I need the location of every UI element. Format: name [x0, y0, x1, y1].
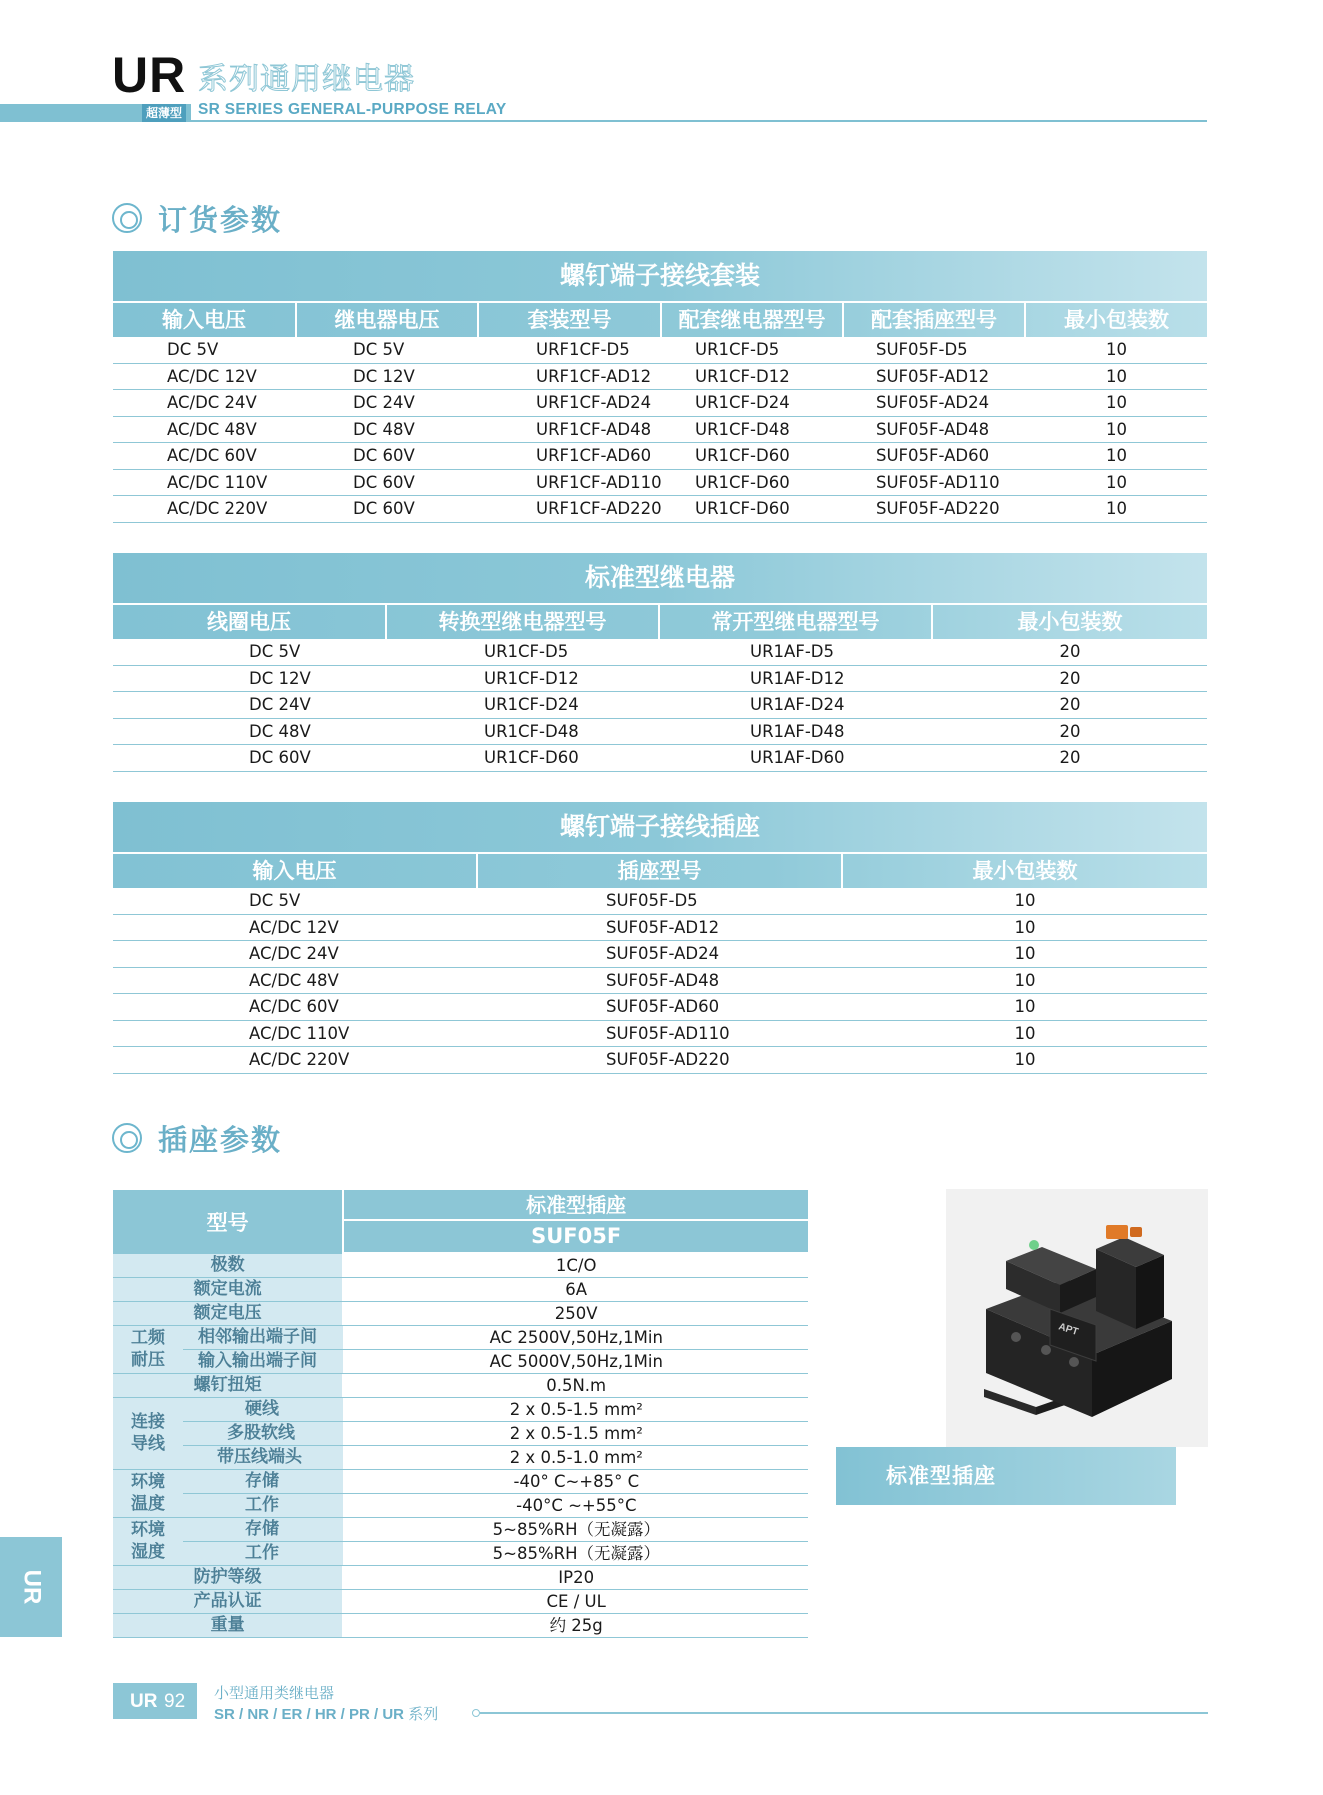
table-cell: 10 [1106, 340, 1127, 359]
relay-table-body [113, 639, 1207, 772]
socket-table-header [113, 854, 1207, 888]
table-cell: DC 60V [353, 472, 415, 492]
table-cell: 20 [1059, 642, 1081, 661]
spec-label: 存储 [113, 1518, 343, 1541]
footer-series-list: SR / NR / ER / HR / PR / UR [214, 1706, 405, 1723]
spec-label: 工作 [113, 1542, 343, 1565]
relay_table-header-cell: 常开型继电器型号 [660, 605, 933, 639]
header-rule [191, 120, 1207, 122]
table-cell: UR1CF-D60 [695, 499, 790, 518]
table-cell: DC 5V [353, 340, 405, 359]
kit-table-title: 螺钉端子接线套装 [113, 251, 1207, 301]
table-cell: AC/DC 110V [249, 1023, 350, 1043]
table-cell: AC/DC 220V [167, 499, 268, 518]
spec-group-label: 工频 耐压 [113, 1326, 183, 1372]
table-row [113, 417, 1207, 444]
spec-value: 2 x 0.5-1.0 mm² [509, 1448, 643, 1467]
table-cell: UR1CF-D60 [484, 748, 579, 767]
spec-model-label: 型号 [113, 1190, 342, 1254]
footer-category: 小型通用类继电器 [214, 1684, 335, 1702]
series-title-cn: 系列通用继电器 [198, 62, 415, 97]
table-cell: DC 60V [353, 499, 415, 518]
table-cell: DC 60V [249, 748, 311, 767]
kit-table [113, 251, 1207, 523]
table-cell: 20 [1059, 721, 1081, 741]
kit_table-header-cell: 配套插座型号 [844, 303, 1026, 337]
footer-dot-icon [472, 1709, 480, 1717]
spec-value: -40° C~+85° C [513, 1472, 640, 1491]
table-row [113, 666, 1207, 693]
footer-series-line [214, 1703, 438, 1724]
table-cell: URF1CF-AD220 [536, 499, 662, 518]
footer-rule [480, 1712, 1208, 1714]
table-row [113, 1047, 1207, 1074]
spec-group-label: 环境 温度 [113, 1470, 183, 1516]
table-cell: DC 48V [249, 721, 311, 741]
kit-table-body [113, 337, 1207, 523]
table-cell: DC 24V [353, 393, 415, 412]
table-cell: URF1CF-D5 [536, 340, 630, 359]
spec-value: IP20 [558, 1568, 595, 1587]
spec-row [113, 1254, 808, 1278]
table-cell: UR1CF-D60 [695, 446, 790, 465]
table-cell: SUF05F-AD48 [606, 970, 720, 990]
table-cell: AC/DC 12V [249, 917, 339, 937]
table-cell: URF1CF-AD48 [536, 419, 652, 439]
table-cell: 10 [1014, 917, 1036, 937]
spec-value: -40°C ~+55°C [516, 1496, 637, 1515]
table-cell: 10 [1014, 997, 1036, 1016]
spec-value: AC 2500V,50Hz,1Min [489, 1328, 663, 1347]
socket_table-header-cell: 插座型号 [478, 854, 843, 888]
table-cell: SUF05F-AD12 [876, 366, 990, 386]
spec-label: 存储 [113, 1470, 343, 1493]
table-cell: 10 [1106, 472, 1127, 492]
footer-series-code: UR [130, 1691, 158, 1712]
spec-value: AC 5000V,50Hz,1Min [489, 1352, 663, 1371]
spec-label: 带压线端头 [113, 1446, 343, 1469]
table-cell: SUF05F-AD24 [876, 393, 990, 412]
socket_table-header-cell: 最小包装数 [972, 859, 1078, 883]
table-cell: 20 [1059, 748, 1081, 767]
relay_table-header-cell: 最小包装数 [1017, 610, 1123, 634]
table-cell: UR1AF-D24 [750, 695, 845, 714]
table-cell: DC 24V [249, 695, 311, 714]
table-cell: AC/DC 48V [167, 419, 257, 439]
kit_table-header-cell: 输入电压 [113, 303, 297, 337]
table-cell: UR1CF-D48 [695, 419, 790, 439]
side-tab-label: UR [17, 1569, 45, 1605]
table-cell: 10 [1106, 366, 1127, 386]
table-cell: DC 5V [167, 340, 219, 359]
kit-table-header [113, 303, 1207, 337]
spec-row [113, 1326, 808, 1350]
table-row [113, 692, 1207, 719]
table-cell: AC/DC 48V [249, 970, 339, 990]
table-cell: SUF05F-AD220 [876, 499, 1000, 518]
table-cell: DC 12V [249, 668, 311, 688]
table-cell: 20 [1059, 695, 1081, 714]
relay_table-header-cell: 线圈电压 [113, 605, 387, 639]
spec-label: 工作 [113, 1494, 343, 1517]
spec-row [113, 1566, 808, 1590]
table-cell: SUF05F-AD24 [606, 944, 720, 963]
spec-group-label: 环境 湿度 [113, 1518, 183, 1564]
table-cell: AC/DC 60V [167, 446, 257, 465]
spec-row [113, 1614, 808, 1638]
table-cell: DC 48V [353, 419, 415, 439]
table-cell: SUF05F-AD48 [876, 419, 990, 439]
spec-value: 2 x 0.5-1.5 mm² [509, 1424, 643, 1443]
table-cell: SUF05F-AD110 [606, 1023, 730, 1043]
table-cell: 10 [1014, 1023, 1036, 1043]
table-row [113, 337, 1207, 364]
spec-row [113, 1494, 808, 1518]
page-number: 92 [164, 1691, 186, 1712]
table-cell: URF1CF-AD110 [536, 472, 662, 492]
spec-row [113, 1398, 808, 1422]
spec-row [113, 1350, 808, 1374]
spec-label: 防护等级 [113, 1566, 342, 1589]
spec-type: 标准型插座 [344, 1190, 808, 1221]
side-tab [0, 1537, 62, 1637]
table-cell: UR1CF-D12 [695, 366, 790, 386]
table-cell: 10 [1106, 499, 1127, 518]
relay_table-header-cell: 转换型继电器型号 [387, 605, 660, 639]
table-cell: AC/DC 24V [249, 944, 339, 963]
socket-table [113, 802, 1207, 1074]
brand-title: UR [112, 47, 187, 103]
kit_table-header-cell: 最小包装数 [1064, 308, 1169, 332]
section-order-heading [112, 198, 282, 238]
table-row [113, 941, 1207, 968]
spec-group-label: 连接 导线 [113, 1398, 183, 1468]
spec-value: CE / UL [546, 1592, 606, 1611]
spec-value: 约 25g [549, 1616, 603, 1635]
table-row [113, 745, 1207, 772]
table-row [113, 443, 1207, 470]
table-cell: 10 [1014, 944, 1036, 963]
spec-row [113, 1374, 808, 1398]
table-row [113, 888, 1207, 915]
table-row [113, 496, 1207, 523]
table-row [113, 994, 1207, 1021]
target-circle-icon [112, 1123, 142, 1153]
table-row [113, 968, 1207, 995]
spec-table [113, 1190, 808, 1638]
spec-row [113, 1302, 808, 1326]
kit_table-header-cell: 配套继电器型号 [662, 303, 844, 337]
spec-value: 0.5N.m [546, 1376, 607, 1395]
product-photo [946, 1189, 1208, 1447]
photo-caption: 标准型插座 [836, 1447, 1176, 1505]
socket_table-header-cell: 输入电压 [113, 854, 478, 888]
spec-row [113, 1590, 808, 1614]
kit_table-header-cell: 继电器电压 [297, 303, 479, 337]
table-cell: SUF05F-AD60 [606, 997, 720, 1016]
table-cell: SUF05F-D5 [876, 340, 968, 359]
spec-row [113, 1422, 808, 1446]
footer-series-suffix: 系列 [408, 1705, 439, 1723]
spec-label: 相邻输出端子间 [113, 1326, 343, 1349]
table-row [113, 719, 1207, 746]
header-tag: 超薄型 [142, 104, 186, 122]
table-cell: 10 [1106, 419, 1127, 439]
table-cell: URF1CF-AD12 [536, 366, 652, 386]
spec-label: 极数 [113, 1254, 342, 1277]
spec-label: 硬线 [113, 1398, 343, 1421]
table-cell: 10 [1106, 446, 1127, 465]
socket-table-body [113, 888, 1207, 1074]
table-cell: AC/DC 12V [167, 366, 257, 386]
table-cell: SUF05F-AD60 [876, 446, 990, 465]
relay-table-title: 标准型继电器 [113, 553, 1207, 603]
table-cell: 10 [1014, 1050, 1036, 1069]
table-cell: UR1AF-D5 [750, 642, 834, 661]
spec-row [113, 1278, 808, 1302]
socket-illustration [946, 1189, 1208, 1447]
section-socket-heading [112, 1118, 282, 1158]
table-cell: UR1CF-D12 [484, 668, 579, 688]
table-cell: UR1AF-D12 [750, 668, 845, 688]
table-cell: AC/DC 220V [249, 1050, 350, 1069]
table-cell: SUF05F-AD110 [876, 472, 1000, 492]
table-row [113, 1021, 1207, 1048]
spec-label: 多股软线 [113, 1422, 343, 1445]
table-cell: UR1AF-D48 [750, 721, 845, 741]
table-row [113, 915, 1207, 942]
spec-label: 螺钉扭矩 [113, 1374, 342, 1397]
table-cell: UR1CF-D24 [484, 695, 579, 714]
brand-mark-text: APT [1057, 1321, 1080, 1339]
spec-code: SUF05F [344, 1221, 808, 1252]
table-row [113, 470, 1207, 497]
spec-row [113, 1470, 808, 1494]
table-cell: UR1CF-D5 [484, 642, 569, 661]
table-cell: 10 [1106, 393, 1127, 412]
table-cell: DC 5V [249, 642, 301, 661]
table-cell: DC 5V [249, 891, 301, 910]
spec-value: 5~85%RH（无凝露） [492, 1520, 661, 1539]
table-cell: 20 [1059, 668, 1081, 688]
target-circle-icon [112, 203, 142, 233]
table-cell: SUF05F-D5 [606, 891, 698, 910]
spec-row [113, 1518, 808, 1542]
spec-label: 额定电流 [113, 1278, 342, 1301]
socket-table-title: 螺钉端子接线插座 [113, 802, 1207, 852]
table-cell: 10 [1014, 891, 1036, 910]
table-cell: UR1CF-D24 [695, 393, 790, 412]
spec-label: 输入输出端子间 [113, 1350, 343, 1373]
kit_table-header-cell: 套装型号 [479, 303, 662, 337]
footer-page-box [113, 1683, 197, 1719]
spec-label: 产品认证 [113, 1590, 342, 1613]
spec-row [113, 1446, 808, 1470]
table-cell: DC 60V [353, 446, 415, 465]
table-cell: AC/DC 60V [249, 997, 339, 1016]
table-cell: URF1CF-AD24 [536, 393, 652, 412]
spec-label: 重量 [113, 1614, 342, 1637]
spec-value: 1C/O [555, 1256, 597, 1275]
table-cell: URF1CF-AD60 [536, 446, 652, 465]
spec-value: 5~85%RH（无凝露） [492, 1544, 661, 1563]
spec-label: 额定电压 [113, 1302, 342, 1325]
table-cell: 10 [1014, 970, 1036, 990]
relay-table-header [113, 605, 1207, 639]
series-title-en: SR SERIES GENERAL-PURPOSE RELAY [198, 101, 507, 118]
spec-table-body [113, 1254, 808, 1638]
table-cell: UR1CF-D48 [484, 721, 579, 741]
section-socket-title: 插座参数 [158, 1122, 283, 1157]
table-cell: SUF05F-AD220 [606, 1050, 730, 1069]
spec-value: 250V [554, 1304, 598, 1323]
table-row [113, 364, 1207, 391]
spec-value: 6A [565, 1280, 588, 1299]
spec-row [113, 1542, 808, 1566]
table-cell: AC/DC 24V [167, 393, 257, 412]
table-cell: AC/DC 110V [167, 472, 268, 492]
spec-value: 2 x 0.5-1.5 mm² [509, 1400, 643, 1419]
table-cell: DC 12V [353, 366, 415, 386]
table-cell: UR1CF-D5 [695, 340, 780, 359]
table-cell: UR1CF-D60 [695, 472, 790, 492]
table-cell: SUF05F-AD12 [606, 917, 720, 937]
section-order-title: 订货参数 [158, 202, 283, 237]
table-row [113, 639, 1207, 666]
table-cell: UR1AF-D60 [750, 748, 845, 767]
relay-table [113, 553, 1207, 772]
table-row [113, 390, 1207, 417]
